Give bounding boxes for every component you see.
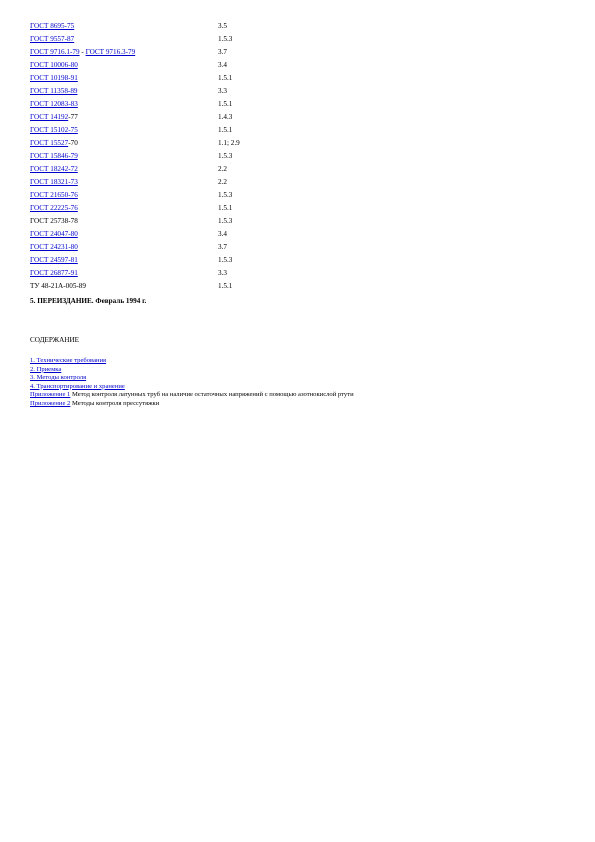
reference-item-cell: 1.5.1 bbox=[218, 204, 233, 212]
reference-document-cell bbox=[30, 163, 218, 176]
list-item bbox=[30, 374, 354, 383]
reference-document-cell bbox=[30, 33, 218, 46]
reference-table bbox=[30, 20, 338, 293]
reference-document-link[interactable]: ГОСТ 24231-80 bbox=[30, 243, 78, 251]
reference-document-link[interactable]: ГОСТ 15102-75 bbox=[30, 126, 78, 134]
table-row bbox=[30, 189, 338, 202]
reference-document-link[interactable]: ГОСТ 22225-76 bbox=[30, 204, 78, 212]
reference-item-cell: 3.4 bbox=[218, 61, 227, 69]
reference-item-cell: 2.2 bbox=[218, 178, 227, 186]
reference-item-cell: 1.4.3 bbox=[218, 113, 233, 121]
contents-item-description: Метод контроля латунных труб на наличие остаточных напряжений с помощью азотнокислой ртути bbox=[70, 391, 354, 399]
reference-item-cell: 3.7 bbox=[218, 243, 227, 251]
reference-document-link[interactable]: ГОСТ 18242-72 bbox=[30, 165, 78, 173]
reference-document-cell bbox=[30, 46, 218, 59]
reference-item-cell: 2.2 bbox=[218, 165, 227, 173]
reference-document-cell bbox=[30, 150, 218, 163]
reference-document-cell bbox=[30, 59, 218, 72]
table-row bbox=[30, 215, 338, 228]
reference-document-link[interactable]: ГОСТ 9557-87 bbox=[30, 35, 75, 43]
reference-item-cell: 3.7 bbox=[218, 48, 227, 56]
reference-document-link[interactable]: ГОСТ 12083-83 bbox=[30, 100, 78, 108]
reference-item-cell: 1.1; 2.9 bbox=[218, 139, 240, 147]
reference-document-link[interactable]: ГОСТ 26877-91 bbox=[30, 269, 78, 277]
table-row bbox=[30, 163, 338, 176]
list-item bbox=[30, 357, 354, 366]
reference-document-cell bbox=[30, 176, 218, 189]
reference-item-cell: 1.5.1 bbox=[218, 282, 233, 290]
reference-item-cell: 1.5.1 bbox=[218, 100, 233, 108]
reference-item-cell: 1.5.3 bbox=[218, 35, 233, 43]
reference-document-link[interactable]: ГОСТ 24047-80 bbox=[30, 230, 78, 238]
reference-document-link[interactable]: ГОСТ 11358-89 bbox=[30, 87, 78, 95]
table-row bbox=[30, 280, 338, 293]
reissue-note: 5. ПЕРЕИЗДАНИЕ. Февраль 1994 г. bbox=[30, 297, 147, 305]
reference-document-cell bbox=[30, 72, 218, 85]
reference-document-link[interactable]: ГОСТ 9716.3-79 bbox=[85, 48, 136, 56]
list-item bbox=[30, 383, 354, 392]
reference-item-cell: 1.5.1 bbox=[218, 74, 233, 82]
reference-item-cell: 1.5.3 bbox=[218, 217, 233, 225]
table-row bbox=[30, 176, 338, 189]
reference-document-cell bbox=[30, 98, 218, 111]
reference-document-cell bbox=[30, 124, 218, 137]
table-row bbox=[30, 228, 338, 241]
reference-document-link[interactable]: ГОСТ 15527 bbox=[30, 139, 69, 147]
contents-item-description: Методы контроля прессутяжки bbox=[70, 399, 160, 407]
reference-document-link[interactable]: ГОСТ 9716.1-79 bbox=[30, 48, 80, 56]
reference-item-cell: 1.5.3 bbox=[218, 191, 233, 199]
contents-link[interactable]: 2. Приемка bbox=[30, 365, 62, 373]
table-row bbox=[30, 241, 338, 254]
reference-document-separator: - bbox=[79, 48, 86, 56]
table-row bbox=[30, 85, 338, 98]
reference-document-cell bbox=[30, 228, 218, 241]
reference-document-link[interactable]: ГОСТ 15846-79 bbox=[30, 152, 78, 160]
table-row bbox=[30, 111, 338, 124]
table-row bbox=[30, 59, 338, 72]
reference-item-cell: 1.5.3 bbox=[218, 256, 233, 264]
reference-item-cell: 3.3 bbox=[218, 87, 227, 95]
reference-document-link[interactable]: ГОСТ 14192 bbox=[30, 113, 69, 121]
reference-document-cell bbox=[30, 85, 218, 98]
contents-link[interactable]: Приложение 2 bbox=[30, 399, 71, 407]
table-row bbox=[30, 72, 338, 85]
reference-document-link[interactable]: ГОСТ 24597-81 bbox=[30, 256, 78, 264]
reference-item-cell: 1.5.3 bbox=[218, 152, 233, 160]
table-row bbox=[30, 254, 338, 267]
reference-document-suffix: -70 bbox=[68, 139, 78, 147]
reference-item-cell: 3.5 bbox=[218, 22, 227, 30]
reference-document-cell bbox=[30, 111, 218, 124]
reference-document-text: ТУ 48-21А-005-89 bbox=[30, 282, 86, 290]
reference-document-link[interactable]: ГОСТ 8695-75 bbox=[30, 22, 75, 30]
table-row bbox=[30, 20, 338, 33]
reference-table-body bbox=[30, 20, 338, 293]
contents-link[interactable]: 1. Технические требования bbox=[30, 357, 107, 364]
reference-document-link[interactable]: ГОСТ 10198-91 bbox=[30, 74, 78, 82]
table-row bbox=[30, 150, 338, 163]
reference-document-link[interactable]: ГОСТ 21650-76 bbox=[30, 191, 78, 199]
reference-document-cell bbox=[30, 189, 218, 202]
table-row bbox=[30, 33, 338, 46]
table-row bbox=[30, 98, 338, 111]
table-row bbox=[30, 46, 338, 59]
reference-document-cell bbox=[30, 280, 218, 293]
list-item bbox=[30, 400, 354, 409]
contents-link[interactable]: Приложение 1 bbox=[30, 391, 71, 399]
reference-document-cell bbox=[30, 241, 218, 254]
contents-title: СОДЕРЖАНИЕ bbox=[30, 336, 80, 344]
reference-document-cell bbox=[30, 202, 218, 215]
reference-item-cell: 3.3 bbox=[218, 269, 227, 277]
reference-document-suffix: -77 bbox=[68, 113, 78, 121]
list-item bbox=[30, 391, 354, 400]
reference-document-cell bbox=[30, 254, 218, 267]
reference-document-link[interactable]: ГОСТ 18321-73 bbox=[30, 178, 78, 186]
contents-list bbox=[30, 357, 354, 409]
reference-document-cell bbox=[30, 267, 218, 280]
reference-item-cell: 3.4 bbox=[218, 230, 227, 238]
table-row bbox=[30, 202, 338, 215]
table-row bbox=[30, 124, 338, 137]
table-row bbox=[30, 137, 338, 150]
reference-document-cell bbox=[30, 20, 218, 33]
reference-document-cell bbox=[30, 137, 218, 150]
reference-document-link[interactable]: ГОСТ 10006-80 bbox=[30, 61, 78, 69]
list-item bbox=[30, 366, 354, 375]
reference-document-cell bbox=[30, 215, 218, 228]
contents-link[interactable]: 4. Транспортирование и хранение bbox=[30, 382, 125, 390]
reference-document-text: ГОСТ 25738-78 bbox=[30, 217, 78, 225]
reference-item-cell: 1.5.1 bbox=[218, 126, 233, 134]
contents-link[interactable]: 3. Методы контроля bbox=[30, 374, 87, 382]
table-row bbox=[30, 267, 338, 280]
